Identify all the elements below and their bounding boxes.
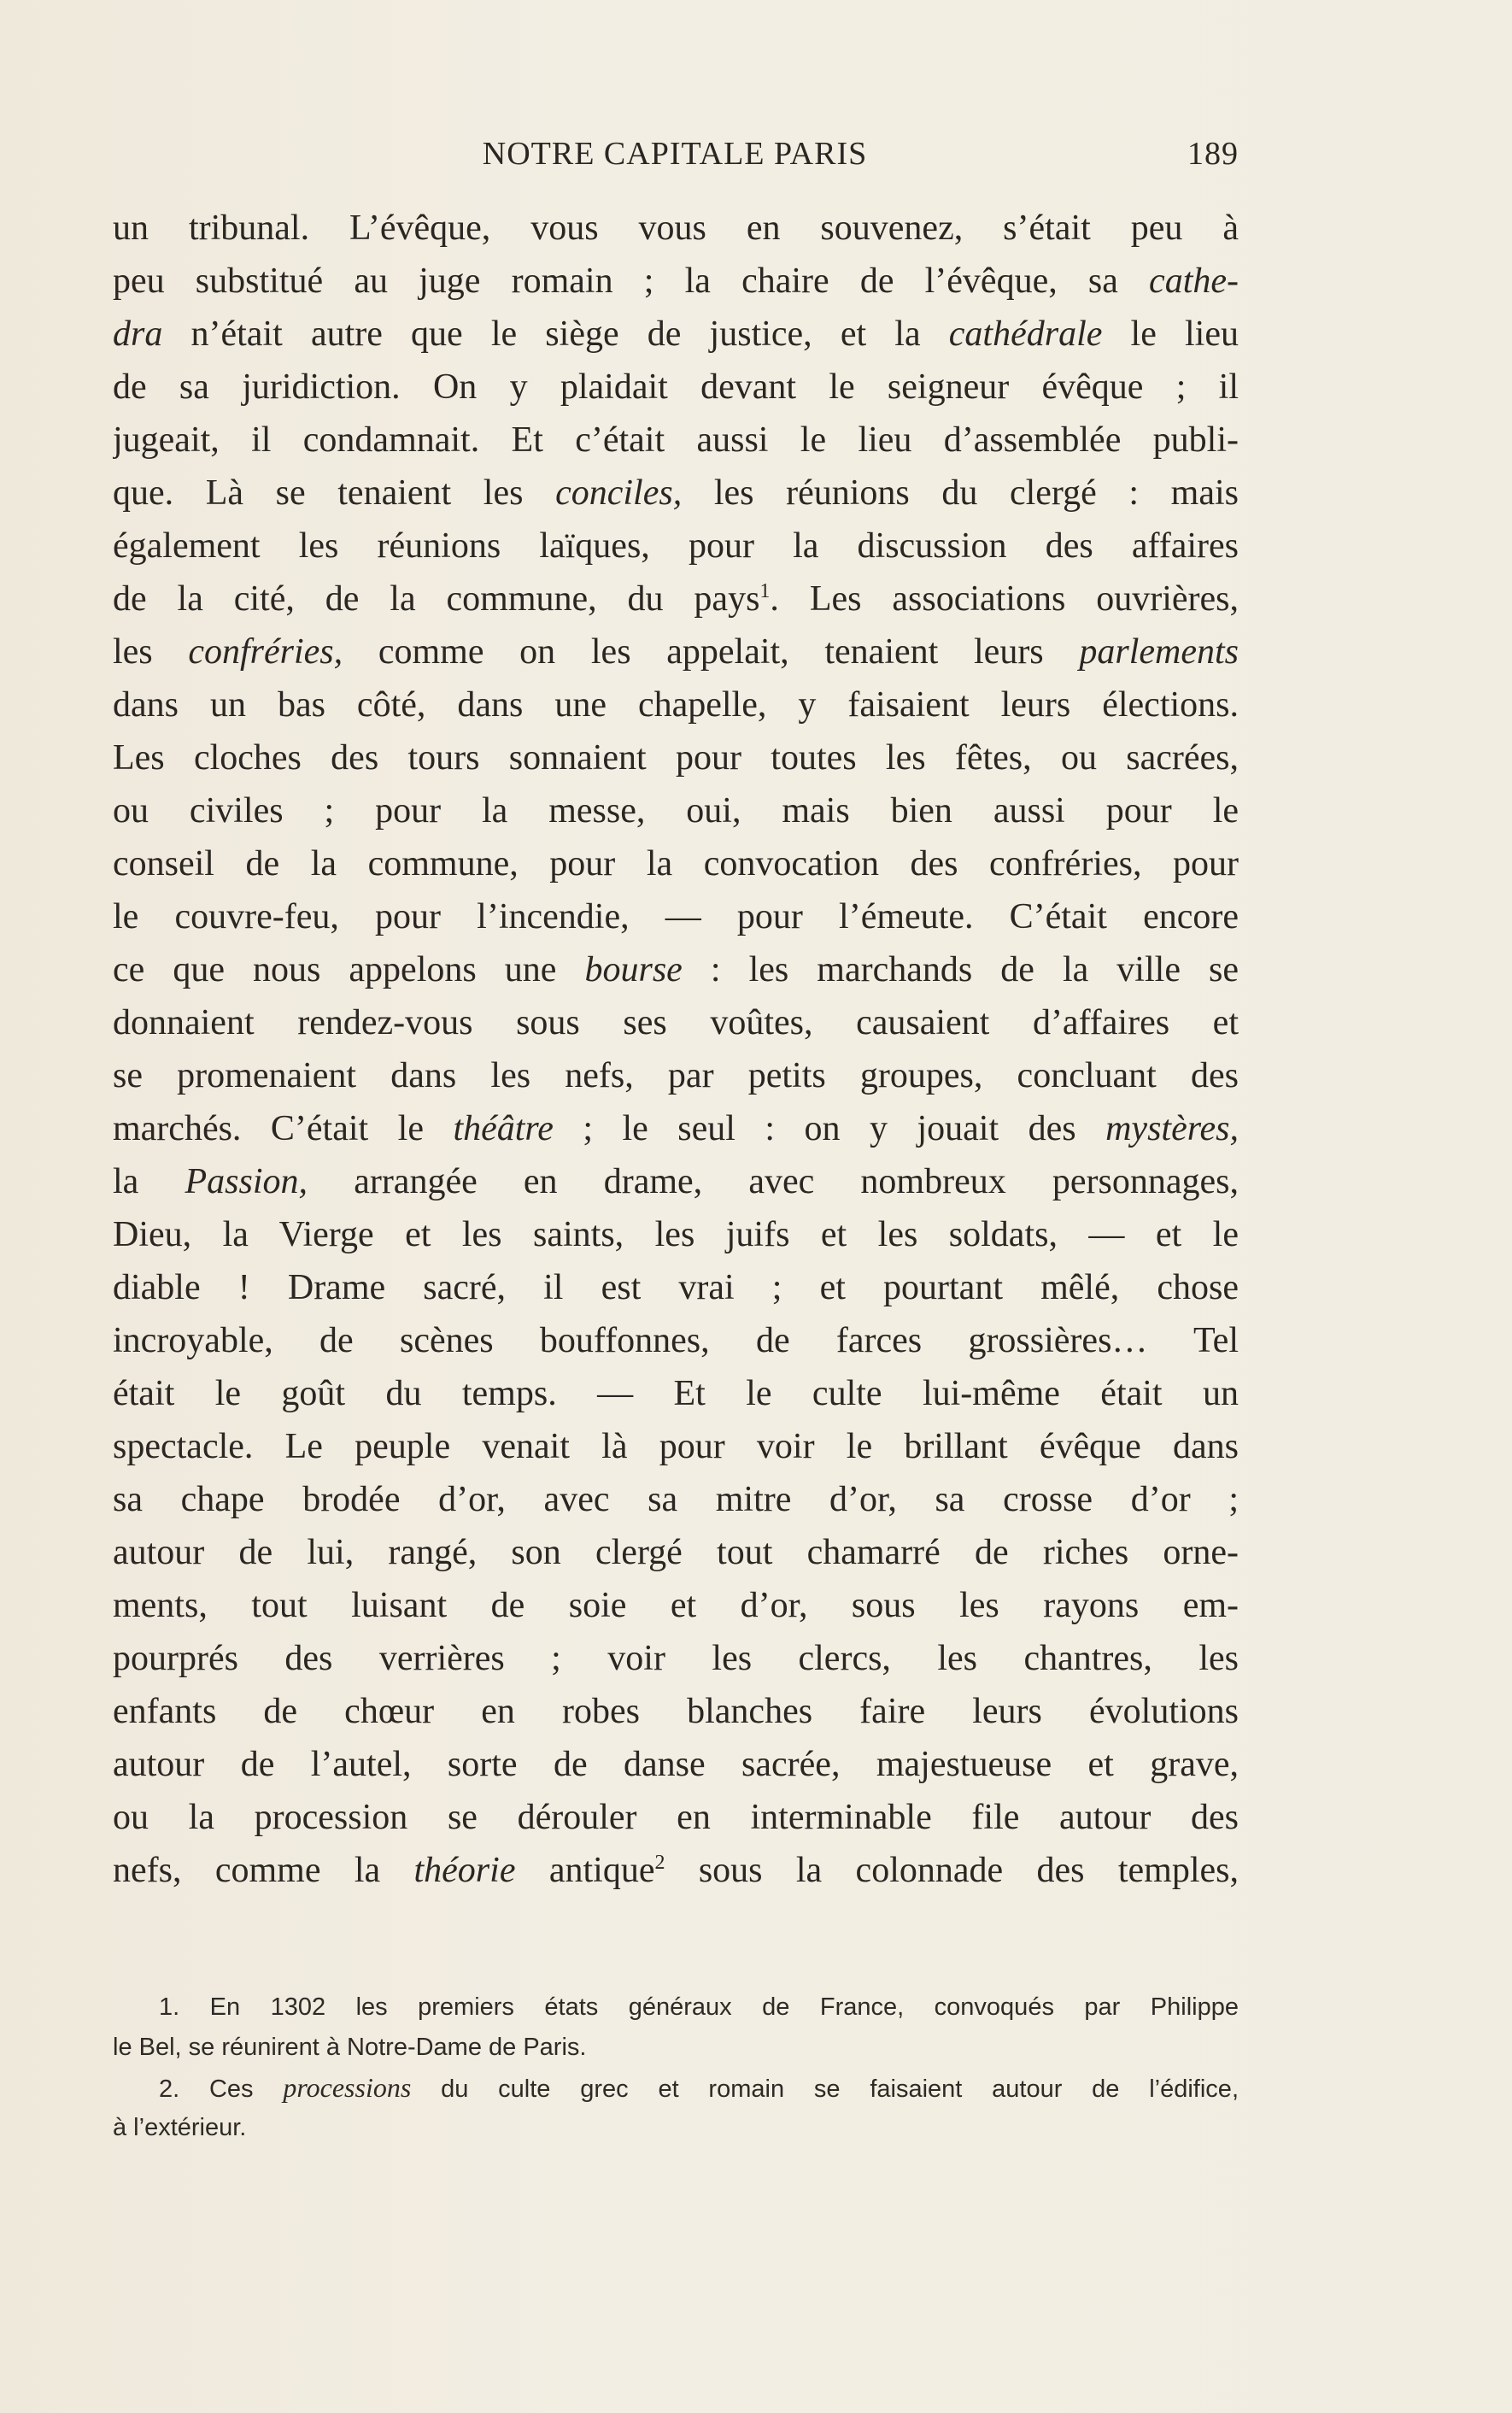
text-run: dans un bas côté, dans une chapelle, y faisaient leurs élections.: [113, 685, 1239, 725]
italic-text: processions: [283, 2072, 412, 2103]
text-line-content: [113, 678, 1239, 731]
text-run: 1. En 1302 les premiers états généraux de France, convoqués par Philippe: [159, 1993, 1239, 2021]
text-line: [113, 1102, 1239, 1155]
text-run: nefs, comme la: [113, 1851, 414, 1890]
footnote-line-content: [113, 2028, 1239, 2068]
text-line-content: [113, 361, 1239, 414]
text-line-content: [113, 414, 1239, 467]
page-number: 189: [1187, 136, 1239, 172]
text-line: [113, 1261, 1239, 1314]
text-line: [113, 1844, 1239, 1897]
text-line-content: [113, 1685, 1239, 1738]
text-run: les: [113, 632, 189, 672]
text-line: [113, 1049, 1239, 1102]
text-line: [113, 467, 1239, 520]
text-run: Dieu, la Vierge et les saints, les juifs et les soldats, — et le: [113, 1215, 1239, 1254]
footnotes: [113, 1987, 1239, 2148]
footnote-line-content: [159, 1987, 1239, 2028]
text-run: conseil de la commune, pour la convocation des confréries, pour: [113, 844, 1239, 884]
text-run: pourprés des verrières ; voir les clercs, les chantres, les: [113, 1639, 1239, 1678]
text-line: [113, 731, 1239, 784]
text-run: antique: [515, 1851, 655, 1890]
text-line-content: [113, 625, 1239, 678]
text-run: sa chape brodée d’or, avec sa mitre d’or, sa crosse d’or ;: [113, 1480, 1239, 1519]
text-run: ou civiles ; pour la messe, oui, mais bien aussi pour le: [113, 791, 1239, 831]
footnote-line: [113, 1987, 1239, 2028]
footnote-line: [113, 2068, 1239, 2108]
italic-text: dra: [113, 314, 163, 354]
text-line-content: [113, 784, 1239, 837]
text-run: était le goût du temps. — Et le culte lui-même était un: [113, 1374, 1239, 1413]
text-line-content: [113, 1844, 1239, 1897]
footnote-ref: 2: [654, 1852, 665, 1874]
text-line-content: [113, 1155, 1239, 1208]
text-line-content: [113, 731, 1239, 784]
footnote-line: [113, 2108, 1239, 2148]
text-run: également les réunions laïques, pour la discussion des affaires: [113, 526, 1239, 566]
text-line-content: [113, 202, 1239, 255]
text-run: ments, tout luisant de soie et d’or, sous les rayons em-: [113, 1586, 1239, 1625]
text-run: les réunions du clergé : mais: [682, 473, 1239, 513]
text-line-content: [113, 308, 1239, 361]
text-line-content: [113, 996, 1239, 1049]
text-line-content: [113, 1473, 1239, 1526]
text-line-content: [113, 1208, 1239, 1261]
text-line: [113, 678, 1239, 731]
text-line: [113, 1526, 1239, 1579]
text-run: enfants de chœur en robes blanches faire leurs évolutions: [113, 1692, 1239, 1731]
text-line: [113, 414, 1239, 467]
text-line-content: [113, 1738, 1239, 1791]
italic-text: Passion,: [185, 1162, 308, 1201]
text-line-content: [113, 1049, 1239, 1102]
footnote-line: [113, 2028, 1239, 2068]
text-line-content: [113, 520, 1239, 572]
text-run: à l’extérieur.: [113, 2114, 247, 2141]
text-run: . Les associations ouvrières,: [770, 579, 1239, 619]
text-line: [113, 202, 1239, 255]
italic-text: cathédrale: [948, 314, 1103, 354]
text-line: [113, 625, 1239, 678]
text-line-content: [113, 467, 1239, 520]
italic-text: théorie: [413, 1851, 516, 1890]
italic-text: mystères,: [1105, 1109, 1239, 1148]
text-line: [113, 837, 1239, 890]
text-run: le couvre-feu, pour l’incendie, — pour l’émeute. C’était encore: [113, 897, 1239, 936]
text-line: [113, 520, 1239, 572]
text-run: que. Là se tenaient les: [113, 473, 556, 513]
text-run: : les marchands de la ville se: [682, 950, 1239, 989]
text-run: jugeait, il condamnait. Et c’était aussi le lieu d’assemblée publi-: [113, 420, 1239, 460]
text-run: incroyable, de scènes bouffonnes, de farces grossières… Tel: [113, 1321, 1239, 1360]
italic-text: conciles,: [555, 473, 683, 513]
text-run: ce que nous appelons une: [113, 950, 585, 989]
footnote-line-content: [159, 2068, 1239, 2108]
text-line: [113, 1473, 1239, 1526]
text-line: [113, 1155, 1239, 1208]
text-line-content: [113, 1102, 1239, 1155]
text-line-content: [113, 1420, 1239, 1473]
text-run: le lieu: [1102, 314, 1239, 354]
running-title: NOTRE CAPITALE PARIS: [482, 136, 868, 172]
text-line-content: [113, 837, 1239, 890]
text-line: [113, 1367, 1239, 1420]
text-line-content: [113, 255, 1239, 308]
text-line-content: [113, 1367, 1239, 1420]
text-run: sous la colonnade des temples,: [665, 1851, 1239, 1890]
text-run: autour de lui, rangé, son clergé tout chamarré de riches orne-: [113, 1533, 1239, 1572]
text-line-content: [113, 890, 1239, 943]
text-line: [113, 308, 1239, 361]
text-line: [113, 1738, 1239, 1791]
text-line-content: [113, 1526, 1239, 1579]
text-line: [113, 890, 1239, 943]
text-run: donnaient rendez-vous sous ses voûtes, causaient d’affaires et: [113, 1003, 1239, 1042]
italic-text: confréries,: [188, 632, 343, 672]
italic-text: parlements: [1079, 632, 1239, 672]
text-line: [113, 943, 1239, 996]
italic-text: cathe-: [1149, 261, 1239, 301]
text-line-content: [113, 943, 1239, 996]
text-run: de la cité, de la commune, du pays: [113, 579, 760, 619]
text-run: 2. Ces: [159, 2075, 284, 2103]
text-line-content: [113, 1261, 1239, 1314]
text-line-content: [113, 1791, 1239, 1844]
text-run: se promenaient dans les nefs, par petits groupes, concluant des: [113, 1056, 1239, 1095]
text-line: [113, 784, 1239, 837]
italic-text: bourse: [584, 950, 683, 989]
text-line: [113, 572, 1239, 625]
text-run: autour de l’autel, sorte de danse sacrée, majestueuse et grave,: [113, 1745, 1239, 1784]
text-run: la: [113, 1162, 185, 1201]
running-head: [111, 135, 1239, 178]
footnote-ref: 1: [759, 580, 771, 602]
text-run: arrangée en drame, avec nombreux personnages,: [308, 1162, 1239, 1201]
text-line: [113, 996, 1239, 1049]
text-line-content: [113, 1579, 1239, 1632]
text-run: de sa juridiction. On y plaidait devant le seigneur évêque ; il: [113, 367, 1239, 407]
text-run: du culte grec et romain se faisaient autour de l’édifice,: [411, 2075, 1239, 2103]
text-run: comme on les appelait, tenaient leurs: [343, 632, 1080, 672]
text-line: [113, 1420, 1239, 1473]
text-line: [113, 1791, 1239, 1844]
italic-text: théâtre: [453, 1109, 554, 1148]
text-run: n’était autre que le siège de justice, et la: [162, 314, 949, 354]
text-line: [113, 1579, 1239, 1632]
text-run: ou la procession se dérouler en interminable file autour des: [113, 1798, 1239, 1837]
text-run: peu substitué au juge romain ; la chaire de l’évêque, sa: [113, 261, 1150, 301]
text-line: [113, 1632, 1239, 1685]
text-line: [113, 361, 1239, 414]
text-run: un tribunal. L’évêque, vous vous en souvenez, s’était peu à: [113, 208, 1239, 248]
text-line: [113, 1208, 1239, 1261]
text-line-content: [113, 1632, 1239, 1685]
text-line: [113, 1314, 1239, 1367]
text-run: ; le seul : on y jouait des: [553, 1109, 1106, 1148]
text-line-content: [113, 572, 1239, 625]
text-run: marchés. C’était le: [113, 1109, 454, 1148]
footnote-line-content: [113, 2108, 1239, 2148]
text-line: [113, 1685, 1239, 1738]
text-run: diable ! Drame sacré, il est vrai ; et pourtant mêlé, chose: [113, 1268, 1239, 1307]
text-line-content: [113, 1314, 1239, 1367]
text-run: spectacle. Le peuple venait là pour voir le brillant évêque dans: [113, 1427, 1239, 1466]
text-line: [113, 255, 1239, 308]
text-run: Les cloches des tours sonnaient pour toutes les fêtes, ou sacrées,: [113, 738, 1239, 778]
text-run: le Bel, se réunirent à Notre-Dame de Paris.: [113, 2034, 587, 2061]
body-text: [113, 202, 1239, 1897]
